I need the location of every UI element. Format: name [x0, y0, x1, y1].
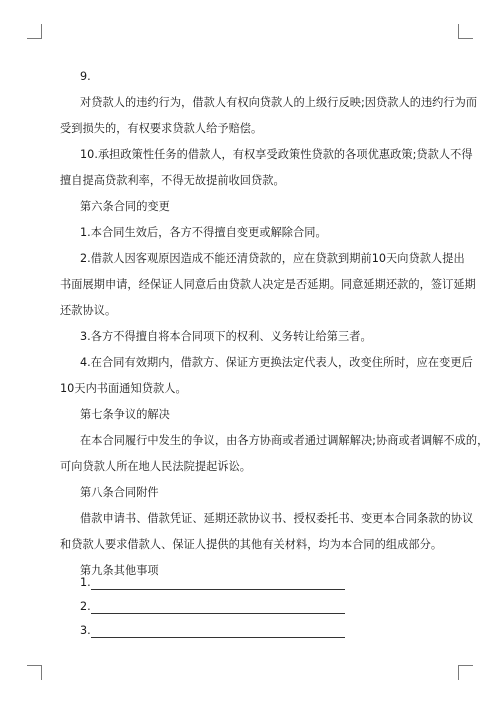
paragraph-line: 1.本合同生效后，各方不得擅自变更或解除合同。: [80, 226, 327, 239]
blank-item-number: 1.: [80, 576, 91, 589]
paragraph-line: 10天内书面通知贷款人。: [60, 382, 187, 395]
paragraph-line: 擅自提高贷款利率，不得无故提前收回贷款。: [60, 174, 285, 187]
blank-item-2: [80, 600, 345, 614]
crop-mark-bottom-left: [27, 665, 42, 680]
blank-fill-line: [91, 601, 345, 614]
item-number: 9.: [80, 70, 91, 83]
section-heading: 第六条合同的变更: [80, 200, 170, 213]
paragraph-line: 借款申请书、借款凭证、延期还款协议书、授权委托书、变更本合同条款的协议: [80, 512, 474, 525]
crop-mark-bottom-right: [458, 665, 473, 680]
paragraph-line: 还款协议。: [60, 304, 117, 317]
paragraph-line: 4.在合同有效期内，借款方、保证方更换法定代表人，改变住所时，应在变更后: [80, 356, 473, 369]
blank-fill-line: [91, 577, 345, 590]
blank-item-number: 3.: [80, 624, 91, 637]
crop-mark-top-right: [458, 24, 473, 39]
section-heading: 第八条合同附件: [80, 486, 159, 499]
paragraph-line: 2.借款人因客观原因造成不能还清贷款的，应在贷款到期前10天向贷款人提出: [80, 252, 465, 265]
blank-item-number: 2.: [80, 600, 91, 613]
blank-item-3: [80, 624, 345, 638]
blank-fill-line: [91, 625, 345, 638]
paragraph-line: 在本合同履行中发生的争议，由各方协商或者通过调解解决;协商或者调解不成的，: [80, 434, 489, 447]
paragraph-line: 3.各方不得擅自将本合同项下的权利、义务转让给第三者。: [80, 330, 372, 343]
paragraph-line: 10.承担政策性任务的借款人，有权享受政策性贷款的各项优惠政策;贷款人不得: [80, 148, 473, 161]
section-heading: 第九条其他事项: [80, 564, 159, 577]
section-heading: 第七条争议的解决: [80, 408, 170, 421]
blank-item-1: [80, 576, 345, 590]
crop-mark-top-left: [27, 24, 42, 39]
paragraph-line: 可向贷款人所在地人民法院提起诉讼。: [60, 460, 252, 473]
paragraph-line: 受到损失的，有权要求贷款人给予赔偿。: [60, 122, 263, 135]
paragraph-line: 和贷款人要求借款人、保证人提供的其他有关材料，均为本合同的组成部分。: [60, 538, 443, 551]
paragraph-line: 书面展期申请，经保证人同意后由贷款人决定是否延期。同意延期还款的，签订延期: [60, 278, 476, 291]
paragraph-line: 对贷款人的违约行为，借款人有权向贷款人的上级行反映;因贷款人的违约行为而: [80, 96, 478, 109]
